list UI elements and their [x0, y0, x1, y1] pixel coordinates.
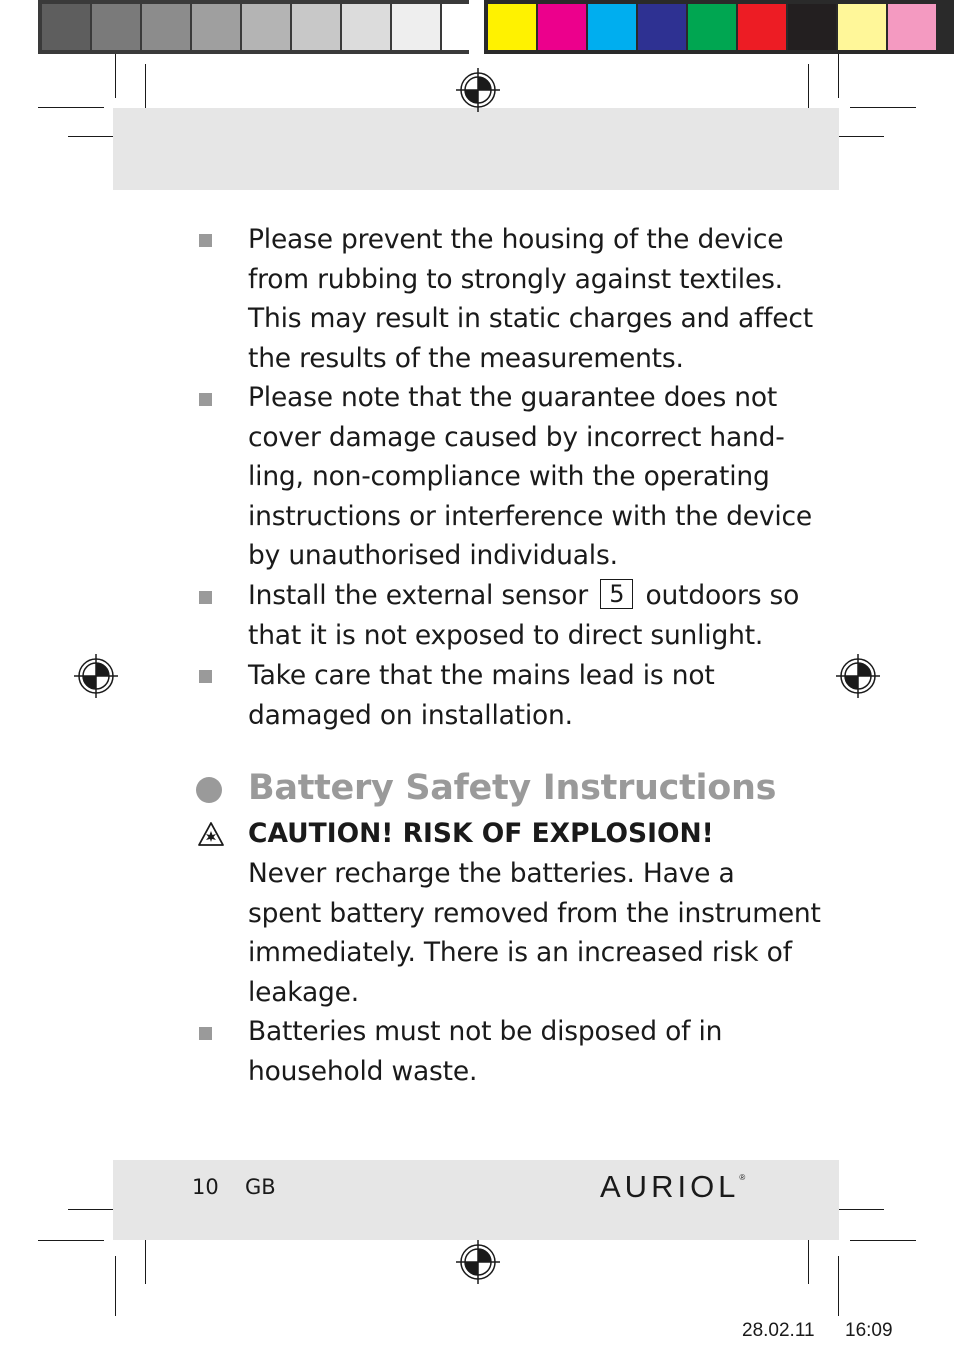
text-fragment: Install the external sensor	[248, 580, 588, 611]
caution-body	[248, 854, 821, 1012]
text-line: from rubbing to strongly against textiles.	[248, 263, 783, 295]
gray-swatch	[342, 4, 390, 50]
instruction-2	[248, 378, 813, 576]
warning-triangle-icon	[197, 821, 225, 847]
gray-swatch	[392, 4, 440, 50]
crop-mark	[38, 1240, 104, 1241]
section-heading: Battery Safety Instructions	[248, 768, 777, 808]
gray-swatch	[42, 4, 90, 50]
color-swatch	[838, 4, 886, 50]
text-line: household waste.	[248, 1055, 478, 1087]
instruction-4	[248, 656, 768, 735]
text-line: spent battery removed from the instrument	[248, 897, 821, 929]
color-swatch	[688, 4, 736, 50]
part-reference-badge: 5	[600, 579, 633, 609]
color-swatch	[488, 4, 536, 50]
language-code: GB	[245, 1175, 276, 1199]
text-line: Batteries must not be disposed of in	[248, 1016, 723, 1047]
text-fragment: outdoors so	[645, 580, 800, 611]
print-date: 28.02.11	[742, 1320, 815, 1341]
square-bullet-icon	[199, 591, 212, 604]
text-line: by unauthorised individuals.	[248, 540, 618, 572]
crop-mark	[68, 136, 113, 137]
text-line: cover damage caused by incorrect hand-	[248, 421, 785, 453]
gray-swatch	[442, 4, 490, 50]
color-swatch	[538, 4, 586, 50]
crop-mark	[838, 54, 839, 98]
text-line: This may result in static charges and affect	[248, 303, 813, 335]
circle-bullet-icon	[196, 777, 222, 803]
square-bullet-icon	[199, 393, 212, 406]
gray-swatch	[292, 4, 340, 50]
crop-mark	[838, 1256, 839, 1316]
battery-disposal-instruction	[248, 1012, 768, 1091]
crop-mark	[38, 107, 104, 108]
header-band	[113, 108, 839, 190]
registration-mark-icon	[74, 654, 118, 698]
caution-title: CAUTION! RISK OF EXPLOSION!	[248, 818, 714, 849]
registered-mark: ®	[739, 1173, 746, 1182]
color-swatch	[788, 4, 836, 50]
text-line: instructions or interference with the device	[248, 500, 813, 532]
text-line: Never recharge the batteries. Have a	[248, 858, 735, 889]
text-line: the results of the measurements.	[248, 342, 684, 374]
text-line: Please note that the guarantee does not	[248, 382, 778, 413]
crop-mark	[850, 107, 916, 108]
text-line	[248, 576, 800, 616]
text-line: Please prevent the housing of the device	[248, 224, 784, 255]
brand-logo	[600, 1169, 745, 1205]
gray-swatch	[192, 4, 240, 50]
page-number: 10	[192, 1175, 219, 1199]
color-swatch	[638, 4, 686, 50]
text-line: Take care that the mains lead is not	[248, 660, 715, 691]
registration-mark-icon	[836, 654, 880, 698]
instruction-3	[248, 576, 800, 655]
gray-swatch	[242, 4, 290, 50]
text-line: leakage.	[248, 976, 359, 1008]
gray-swatch	[92, 4, 140, 50]
text-line: that it is not exposed to direct sunlight.	[248, 619, 764, 651]
text-line: damaged on installation.	[248, 699, 573, 731]
text-line: immediately. There is an increased risk of	[248, 937, 792, 969]
registration-mark-icon	[456, 1240, 500, 1284]
crop-mark	[115, 1256, 116, 1316]
instruction-1	[248, 220, 813, 378]
gray-swatch	[142, 4, 190, 50]
color-swatch	[738, 4, 786, 50]
square-bullet-icon	[199, 234, 212, 247]
registration-mark-icon	[456, 68, 500, 112]
square-bullet-icon	[199, 670, 212, 683]
text-line: ling, non-compliance with the operating	[248, 461, 770, 493]
color-swatch	[588, 4, 636, 50]
print-time: 16:09	[845, 1320, 893, 1341]
crop-mark	[850, 1240, 916, 1241]
crop-mark	[115, 54, 116, 98]
square-bullet-icon	[199, 1027, 212, 1040]
brand-name: AURIOL	[600, 1169, 740, 1204]
color-swatch	[888, 4, 936, 50]
